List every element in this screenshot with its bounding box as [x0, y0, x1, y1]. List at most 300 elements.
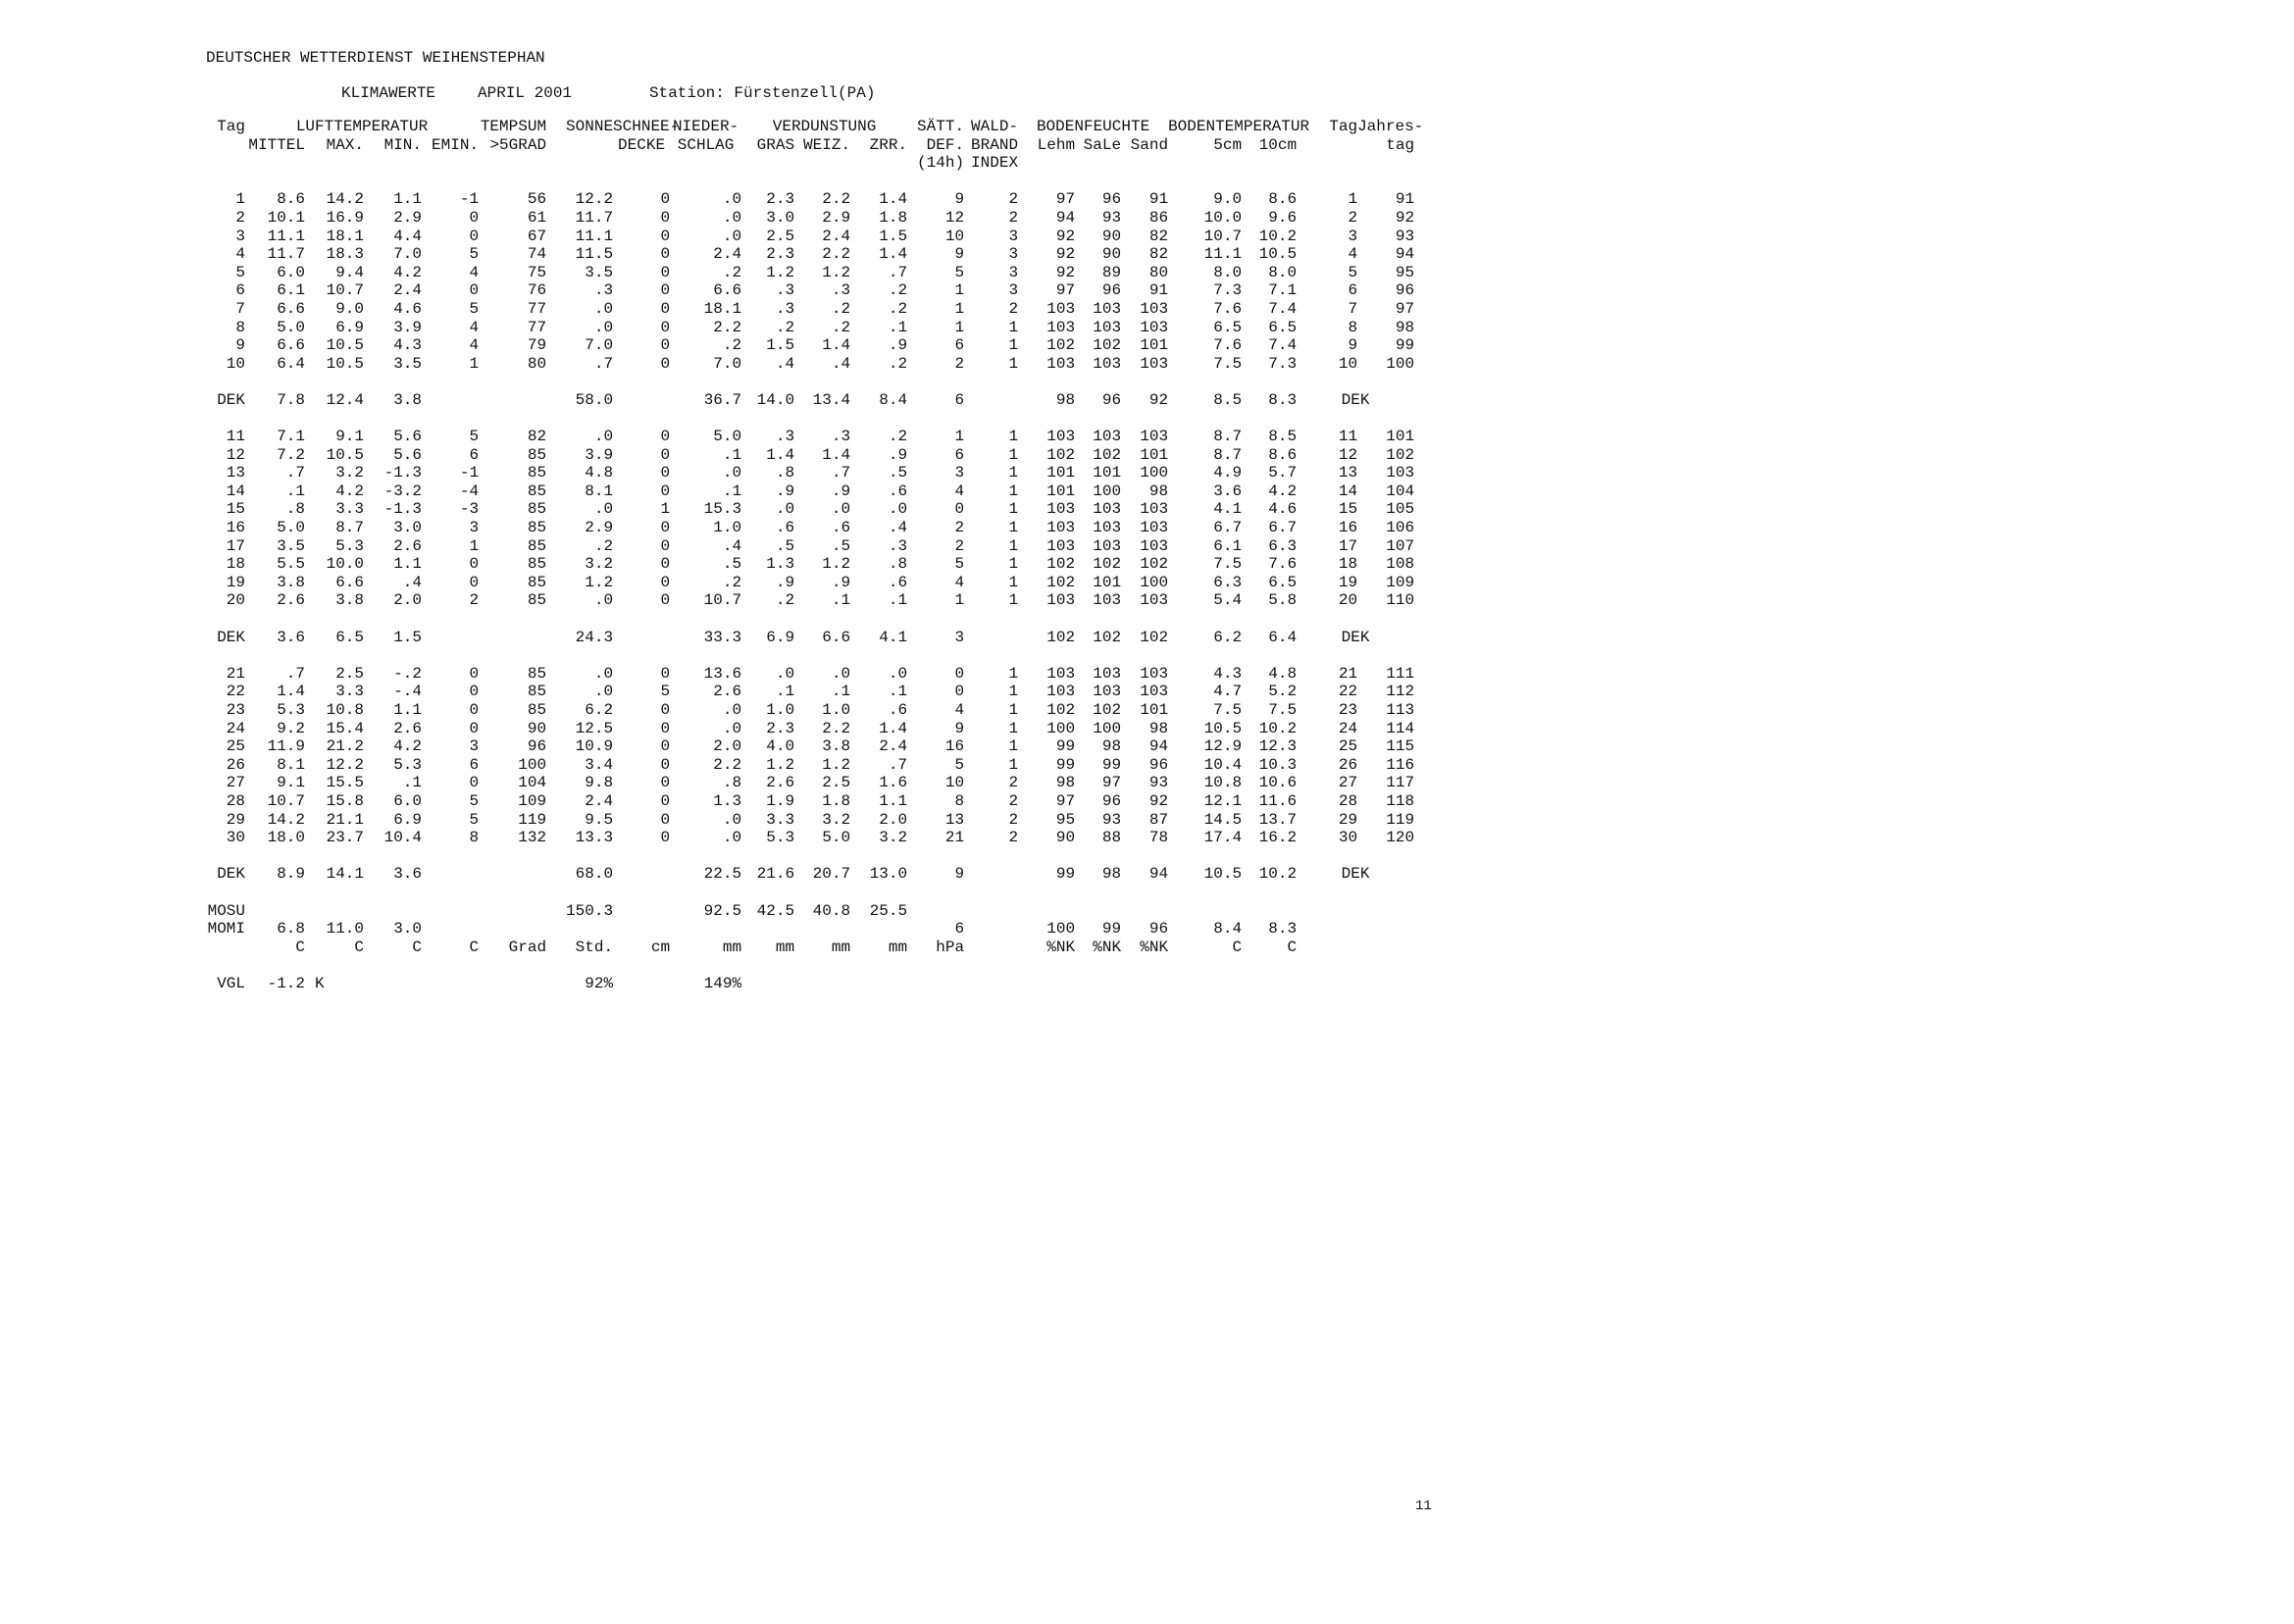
cell: 6.1	[1213, 536, 1243, 555]
cell: 2	[954, 354, 965, 373]
cell: 0	[660, 281, 671, 300]
cell: mm	[722, 938, 742, 956]
cell: 98	[1101, 865, 1122, 884]
cell: 6.9	[766, 628, 795, 646]
cell: 8.7	[1213, 428, 1243, 446]
cell: 5	[954, 755, 965, 774]
cell: 1.1	[879, 791, 908, 810]
cell: 150.3	[566, 901, 614, 920]
cell: 30	[226, 829, 245, 847]
cell: 79	[527, 336, 547, 355]
cell: 85	[527, 664, 547, 683]
cell: 3.3	[766, 810, 795, 829]
cell: 5.3	[766, 829, 795, 847]
table-row	[198, 756, 1414, 775]
cell: 1	[469, 354, 480, 373]
cell: 6.2	[1213, 628, 1243, 646]
cell: 103	[1140, 536, 1169, 555]
cell: .4	[831, 354, 851, 373]
cell: 1.9	[766, 791, 795, 810]
cell: .6	[775, 519, 795, 537]
cell	[964, 629, 1018, 647]
climate-table-body	[198, 173, 1414, 993]
letterhead: DEUTSCHER WETTERDIENST WEIHENSTEPHAN	[206, 49, 545, 67]
col-header-schneedecke: SCHNEE-	[613, 118, 680, 135]
cell	[198, 939, 245, 957]
header-row-3	[198, 154, 1414, 173]
cell: 0	[660, 464, 671, 482]
cell	[245, 902, 305, 921]
cell: 1.0	[766, 701, 795, 719]
cell: .0	[775, 664, 795, 683]
cell	[1297, 939, 1357, 957]
table-row	[198, 355, 1414, 374]
col-header-jahrestag-sub: tag	[1386, 135, 1415, 154]
cell: 103	[1093, 354, 1122, 373]
cell: 3	[954, 628, 965, 646]
cell: 4.6	[1268, 500, 1298, 519]
cell: 0	[469, 227, 480, 245]
cell: 2.3	[766, 719, 795, 737]
table-row	[198, 319, 1414, 337]
cell: 1	[660, 500, 671, 519]
col-header-tag: Tag	[217, 118, 245, 135]
cell: 103	[1093, 536, 1122, 555]
cell: 1.4	[277, 683, 305, 701]
cell: .5	[722, 555, 742, 574]
cell	[964, 975, 1018, 993]
col-header-saett-def: SÄTT.	[917, 118, 965, 135]
cell: 29	[226, 810, 245, 829]
cell: Std.	[575, 938, 614, 956]
cell: 2	[1008, 190, 1019, 209]
cell: DEK	[1341, 865, 1370, 884]
cell: 2.3	[766, 190, 795, 209]
table-row	[198, 737, 1414, 756]
cell: 1.1	[393, 555, 422, 574]
cell: 94	[1055, 208, 1076, 227]
cell: 3.5	[393, 354, 422, 373]
cell: 13	[1338, 464, 1358, 482]
cell: 2.2	[713, 755, 742, 774]
cell: 101	[1140, 701, 1169, 719]
cell: Grad	[508, 938, 547, 956]
cell	[1357, 920, 1414, 939]
cell: 4	[954, 482, 965, 500]
cell: 9.0	[1213, 190, 1243, 209]
table-row	[198, 591, 1414, 610]
cell: 103	[1046, 299, 1076, 318]
cell	[479, 391, 546, 410]
cell: 80	[1148, 263, 1169, 281]
cell: 3	[235, 227, 245, 245]
cell: 86	[1148, 208, 1169, 227]
cell	[964, 902, 1018, 921]
col-header-gras: GRAS	[756, 135, 795, 154]
table-row	[198, 537, 1414, 556]
cell: 2.5	[822, 774, 851, 792]
cell: -.2	[393, 664, 422, 683]
cell: 1.4	[822, 445, 851, 464]
cell: 91	[1148, 190, 1169, 209]
cell: 85	[527, 464, 547, 482]
cell	[364, 975, 422, 993]
cell	[1075, 902, 1121, 921]
cell: .1	[888, 591, 908, 610]
cell: 21.6	[756, 865, 795, 884]
cell: 99	[1101, 755, 1122, 774]
cell: 0	[469, 208, 480, 227]
cell: C	[354, 938, 364, 956]
cell: 6.2	[585, 701, 614, 719]
cell: .0	[722, 829, 742, 847]
cell: 103	[1140, 591, 1169, 610]
cell: DEK	[1341, 390, 1370, 409]
cell: 22	[226, 683, 245, 701]
cell: 11.1	[267, 227, 305, 245]
cell: DEK	[217, 628, 245, 646]
spacer-cell	[198, 847, 1414, 866]
col-header-mittel: MITTEL	[248, 135, 305, 154]
cell: 2.2	[822, 719, 851, 737]
cell: 6	[954, 445, 965, 464]
cell: 1	[954, 281, 965, 300]
cell: 30	[1338, 829, 1358, 847]
cell: 3.3	[335, 683, 364, 701]
cell: 97	[1055, 281, 1076, 300]
col-header-sonne: SONNE	[566, 118, 614, 135]
cell: 13.0	[869, 865, 908, 884]
cell: .8	[722, 774, 742, 792]
cell: 4	[235, 245, 245, 264]
cell: .0	[722, 190, 742, 209]
cell: 2.5	[335, 664, 364, 683]
cell: 101	[1046, 464, 1076, 482]
cell: 4	[469, 336, 480, 355]
cell: 103	[1140, 354, 1169, 373]
cell: 7.0	[585, 336, 614, 355]
table-row	[198, 683, 1414, 701]
cell: 85	[527, 445, 547, 464]
cell: .1	[402, 774, 422, 792]
cell: 101	[1386, 428, 1415, 446]
cell	[741, 920, 794, 939]
cell: 7.1	[1268, 281, 1298, 300]
cell: 2.6	[713, 683, 742, 701]
table-row	[198, 574, 1414, 592]
cell: 1.2	[585, 573, 614, 591]
cell: 6.5	[1268, 573, 1298, 591]
table-row	[198, 975, 1414, 993]
cell: 18.3	[326, 245, 364, 264]
cell: 5.6	[393, 445, 422, 464]
table-row	[198, 428, 1414, 446]
cell: 92	[1055, 227, 1076, 245]
cell: 0	[660, 755, 671, 774]
cell: .6	[888, 701, 908, 719]
table-row	[198, 500, 1414, 519]
cell: 0	[660, 428, 671, 446]
cell: 6.4	[277, 354, 305, 373]
cell: 6	[469, 445, 480, 464]
cell: 4.2	[393, 737, 422, 756]
spacer-row	[198, 410, 1414, 429]
cell	[422, 865, 479, 884]
cell: 96	[1395, 281, 1415, 300]
cell: .2	[831, 299, 851, 318]
cell: .8	[888, 555, 908, 574]
cell: 16.2	[1258, 829, 1298, 847]
cell: 3.4	[585, 755, 614, 774]
cell: 100	[1140, 464, 1169, 482]
cell: .0	[593, 500, 614, 519]
cell: 4.8	[1268, 664, 1298, 683]
cell: 0	[469, 774, 480, 792]
spacer-cell	[1018, 154, 1414, 173]
cell: 97	[1395, 299, 1415, 318]
cell: 99	[1055, 865, 1076, 884]
subtitle-line	[0, 84, 2294, 104]
cell: 6	[954, 336, 965, 355]
cell: .2	[722, 336, 742, 355]
cell: 4.3	[393, 336, 422, 355]
cell: 85	[527, 701, 547, 719]
cell: 1.3	[766, 555, 795, 574]
cell: 4.9	[1213, 464, 1243, 482]
cell: 0	[469, 281, 480, 300]
spacer-row	[198, 610, 1414, 629]
cell: 7.3	[1268, 354, 1298, 373]
cell: .7	[285, 664, 305, 683]
cell: 80	[527, 354, 547, 373]
cell: 103	[1386, 464, 1415, 482]
cell: 3.2	[822, 810, 851, 829]
cell: 6	[469, 755, 480, 774]
cell: 17	[1338, 536, 1358, 555]
cell: 12.4	[326, 390, 364, 409]
cell: 2	[1008, 810, 1019, 829]
cell: K	[315, 974, 325, 992]
cell: 93	[1148, 774, 1169, 792]
cell	[741, 975, 794, 993]
cell: .8	[285, 500, 305, 519]
cell: 61	[527, 208, 547, 227]
cell: 103	[1046, 683, 1076, 701]
cell: 104	[1386, 482, 1415, 500]
cell: 0	[660, 299, 671, 318]
cell: 2.6	[277, 591, 305, 610]
cell: 9	[954, 719, 965, 737]
cell: .0	[593, 428, 614, 446]
cell: 18.1	[326, 227, 364, 245]
cell: 1.4	[822, 336, 851, 355]
cell: 8.3	[1268, 390, 1298, 409]
cell: MOMI	[207, 920, 245, 939]
cell: 100	[1046, 719, 1076, 737]
col-header-schlag: SCHLAG	[677, 135, 735, 154]
cell: 103	[1093, 591, 1122, 610]
cell: 0	[660, 591, 671, 610]
cell: 25	[1338, 737, 1358, 756]
cell: 2	[954, 536, 965, 555]
cell	[1357, 939, 1414, 957]
cell: 0	[469, 719, 480, 737]
cell: 0	[469, 664, 480, 683]
cell: 23	[1338, 701, 1358, 719]
cell: 2.9	[822, 208, 851, 227]
cell: 26	[1338, 755, 1358, 774]
cell: 5.0	[713, 428, 742, 446]
cell: 8.3	[1268, 920, 1298, 939]
station-name: Station: Fürstenzell(PA)	[649, 84, 876, 102]
cell: 1	[1348, 190, 1358, 209]
cell: 12	[226, 445, 245, 464]
table-row	[198, 446, 1414, 465]
cell: 2.2	[713, 318, 742, 336]
spacer-cell	[198, 136, 245, 155]
cell: 5	[469, 810, 480, 829]
cell: -3	[459, 500, 480, 519]
cell: 3.9	[393, 318, 422, 336]
table-row	[198, 811, 1414, 830]
cell: 85	[527, 683, 547, 701]
cell	[964, 865, 1018, 884]
cell	[794, 975, 850, 993]
cell: 1	[1008, 428, 1019, 446]
table-row	[198, 336, 1414, 355]
cell	[1018, 975, 1075, 993]
cell: 21	[226, 664, 245, 683]
cell: 6.1	[277, 281, 305, 300]
cell: 6	[954, 390, 965, 409]
cell: 9.8	[585, 774, 614, 792]
table-row	[198, 281, 1414, 300]
cell: 92%	[585, 974, 614, 992]
col-header-10cm: 10cm	[1258, 135, 1298, 154]
cell: cm	[650, 938, 671, 956]
cell: 16.9	[326, 208, 364, 227]
cell: 102	[1140, 555, 1169, 574]
spacer-cell	[198, 884, 1414, 902]
cell: 1	[1008, 573, 1019, 591]
cell: 5	[469, 791, 480, 810]
cell	[964, 920, 1018, 939]
cell	[1168, 902, 1242, 921]
header-row-1	[198, 118, 1414, 136]
cell: 0	[660, 791, 671, 810]
cell	[964, 391, 1018, 410]
cell: 1.8	[879, 208, 908, 227]
cell: 92	[1055, 245, 1076, 264]
cell: %NK	[1140, 938, 1169, 956]
cell	[479, 902, 546, 921]
cell: .0	[831, 664, 851, 683]
cell: 68.0	[575, 865, 614, 884]
cell	[850, 920, 907, 939]
cell: 8.5	[1213, 390, 1243, 409]
col-group-bodentemperatur: BODENTEMPERATUR	[1168, 118, 1310, 135]
cell: 91	[1395, 190, 1415, 209]
cell: 1	[1008, 701, 1019, 719]
cell: 82	[1148, 227, 1169, 245]
cell: 2.2	[822, 190, 851, 209]
cell: .0	[722, 227, 742, 245]
cell: .1	[888, 683, 908, 701]
spacer-row	[198, 847, 1414, 866]
cell: 0	[469, 683, 480, 701]
cell: 95	[1055, 810, 1076, 829]
cell: 7.5	[1213, 354, 1243, 373]
cell: 8.7	[335, 519, 364, 537]
cell: 10.5	[1203, 865, 1243, 884]
cell: 0	[660, 245, 671, 264]
cell: 6.6	[277, 336, 305, 355]
cell: 36.7	[703, 390, 742, 409]
cell: 112	[1386, 683, 1415, 701]
col-header-emin: EMIN.	[432, 135, 480, 154]
cell: 0	[660, 719, 671, 737]
cell: 104	[518, 774, 547, 792]
cell: 12.2	[575, 190, 614, 209]
cell: 92.5	[703, 901, 742, 920]
spacer-row	[198, 884, 1414, 902]
cell: 149%	[703, 974, 742, 992]
cell: 24	[1338, 719, 1358, 737]
cell: 33.3	[703, 628, 742, 646]
cell: 27	[1338, 774, 1358, 792]
cell: 23	[226, 701, 245, 719]
cell: 103	[1093, 664, 1122, 683]
cell: .1	[775, 683, 795, 701]
cell: 99	[1395, 336, 1415, 355]
cell: C	[412, 938, 422, 956]
col-header-waldbrand: WALD-	[971, 118, 1019, 135]
cell: 115	[1386, 737, 1415, 756]
cell: .1	[722, 445, 742, 464]
spacer-cell	[198, 373, 1414, 391]
cell: .1	[888, 318, 908, 336]
cell: 2.6	[766, 774, 795, 792]
cell: .0	[593, 664, 614, 683]
cell: 25	[226, 737, 245, 756]
cell: .5	[888, 464, 908, 482]
cell: 96	[1101, 390, 1122, 409]
cell: 12.1	[1203, 791, 1243, 810]
cell: 10.2	[1258, 865, 1298, 884]
cell: 10.2	[1258, 719, 1298, 737]
cell: 120	[1386, 829, 1415, 847]
cell: 18.0	[267, 829, 305, 847]
cell: .4	[775, 354, 795, 373]
cell: 4.4	[393, 227, 422, 245]
cell: 10.5	[1258, 245, 1298, 264]
cell: 6.3	[1268, 536, 1298, 555]
cell: 22.5	[703, 865, 742, 884]
cell: 6.6	[335, 573, 364, 591]
cell: 0	[954, 500, 965, 519]
cell: .9	[831, 482, 851, 500]
cell: 15.3	[703, 500, 742, 519]
cell: 2	[1008, 774, 1019, 792]
cell: 102	[1046, 628, 1076, 646]
cell: 8.7	[1213, 445, 1243, 464]
cell: 132	[518, 829, 547, 847]
cell: 103	[1046, 591, 1076, 610]
cell: 3.8	[277, 573, 305, 591]
cell: -1	[459, 190, 480, 209]
cell: 3	[1348, 227, 1358, 245]
table-row	[198, 920, 1414, 939]
